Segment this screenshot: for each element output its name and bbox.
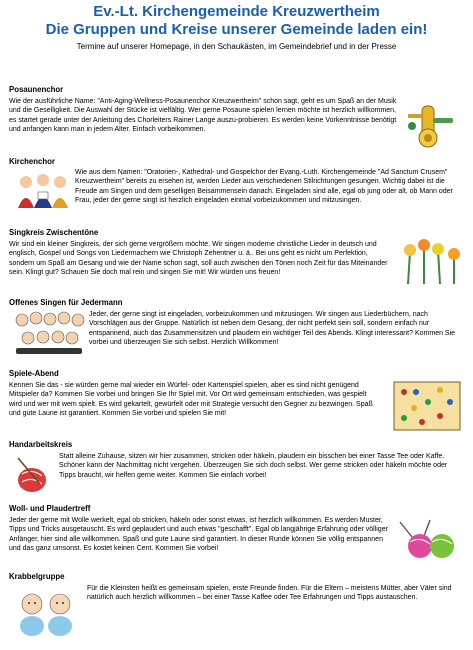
choir-singers-icon (14, 172, 72, 210)
flowers-illustration-icon (398, 238, 464, 284)
section-handarbeitskreis (9, 440, 464, 480)
section-singkreis (9, 228, 464, 278)
section-text: Statt alleine Zuhause, sitzen wir hier zusammen, stricken oder häkeln, plaudern ein bisschen bei einer Tasse Tee oder Kaffe. Schöner kann der Nachmittag nicht vergehen. Überzeugen Sie sich doch selbst. Wer gerne stricken oder häkeln möchte oder Tipps braucht, wir helfen gerne weiter. Kommen Sie einfach vorbei! (59, 453, 448, 479)
section-title: Krabbelgruppe (9, 572, 65, 581)
section-kirchenchor (9, 157, 464, 206)
section-text: Wie aus dem Namen: "Oratorien-, Kathedral- und Gospelchor der Evang.-Luth. Kirchengemeinde "Ad Sanctum Crusem" Kreuzwertheim" bereits zu ersehen ist, werden Lieder aus verschiedenen Stilrichtungen gesungen. Wichtig dabei ist die Freude am Singen und dem geselligen Beisammensein danach. Eingeladen sind alle, egal ob jung oder alt, ob Mann oder Frau, jeder der gerne singt ist herzlich eingeladen einmal vorbeizukommen und mitzusingen. (75, 169, 453, 205)
section-text: Für die Kleinsten heißt es gemeinsam spielen, erste Freunde finden. Für die Eltern – meistens Mütter, aber Väter sind natürlich auch herzlich willkommen – bei einer Tasse Kaffee oder Tee Erfahrungen und Tipps austauschen. (87, 585, 452, 602)
singing-group-icon (12, 310, 86, 356)
trombone-icon (400, 100, 462, 148)
section-text: Jeder, der gerne singt ist eingeladen, vorbeizukommen und mitzusingen. Wir singen aus Liederbüchern, nach Vorschlägen aus der Gruppe. Natürlich ist neben dem Gesang, der nicht perfekt sein soll, sondern einfach nur entspannend, auch das Zusammensitzen und plaudern ein wichtiger Teil des Abends. Klingt interessant? Kommen Sie vorbei und überzeugen Sie sich selbst. Herzlich Willkommen! (89, 311, 456, 347)
babies-icon (14, 588, 78, 638)
section-title: Spiele-Abend (9, 369, 59, 378)
document-title: Ev.-Lt. Kirchengemeinde Kreuzwertheim (93, 3, 380, 20)
section-title: Singkreis Zwischentöne (9, 228, 99, 237)
document-headline: Die Gruppen und Kreise unserer Gemeinde laden ein! (45, 21, 428, 38)
document-subtitle: Termine auf unserer Homepage, in den Schaukästen, im Gemeindebrief und in der Presse (76, 42, 397, 51)
section-title: Posaunenchor (9, 85, 64, 94)
section-title: Offenes Singen für Jedermann (9, 298, 123, 307)
board-game-icon (392, 378, 464, 434)
section-title: Kirchenchor (9, 157, 55, 166)
knitting-icon (14, 454, 52, 496)
section-title: Woll- und Plaudertreff (9, 504, 91, 513)
section-text: Wir sind ein kleiner Singkreis, der sich gerne vergrößern möchte. Wir singen moderne christliche Lieder in deutsch und englisch, Gospel und Songs von Liedermachern wie Christoph Zehentner u. ä.. Bei uns geht es nicht um Perfektion, sondern um Spaß am Gesang und wie der Name schon sagt, soll auch zwischen den Tönen noch Zeit für das Miteinander sein. Klingt gut? Schauen Sie doch mal rein und singen Sie mit! Wir würden uns freuen! (9, 241, 388, 277)
section-posaunenchor (9, 85, 464, 135)
section-text: Wie der ausführliche Name: "Anti-Aging-Wellness-Posaunenchor Kreuzwertheim" schon sagt, geht es um Spaß an der Musik und die Geselligkeit. Die Auswahl der Stücke ist vielfältig. Wer gerne Posaune spielen lernen möchte ist herzlich willkommen, es startet gerade unter der Anleitung des Chorleiters Rainer Lange auszu-probieren. Es werden keine Vorkenntnisse benötigt und anfangen kann man in jedem Alter. Einfach vorbeikommen. (9, 98, 397, 134)
section-title: Handarbeitskreis (9, 440, 73, 449)
section-text: Kennen Sie das - sie würden gerne mal wieder ein Würfel- oder Kartenspiel spielen, aber es sind nicht genügend Mitspieler da? Kommen Sie vorbei und bringen Sie Ihr Spiel mit. Vor Ort wird gemeinsam entschieden, was gespielt wird und wer mit wem spielt. Es wird gekartelt, gewürfelt oder mit Strategie versucht den Gegner zu bezwingen. Spaß und gute Laune ist garantiert. Kommen Sie vorbei und spielen Sie mit! (9, 382, 373, 418)
yarn-balls-icon (394, 518, 464, 562)
section-text: Jeder der gerne mit Wolle werkelt, egal ob stricken, häkeln oder sonst etwas, ist herzlich willkommen. Es werden Muster, Tipps und Tricks ausgetauscht. Es wird geplaudert und auch etwas "geschafft". Egal ob langjährige Erfahrung oder völliger Anfänger, hier sind alle willkommen. Spaß und gute Laune sind garantiert. In dieser Runde können Sie völlig entspannen und das ganz umsonst. Es kostet keinen Cent. Kommen Sie vorbei! (9, 517, 388, 553)
